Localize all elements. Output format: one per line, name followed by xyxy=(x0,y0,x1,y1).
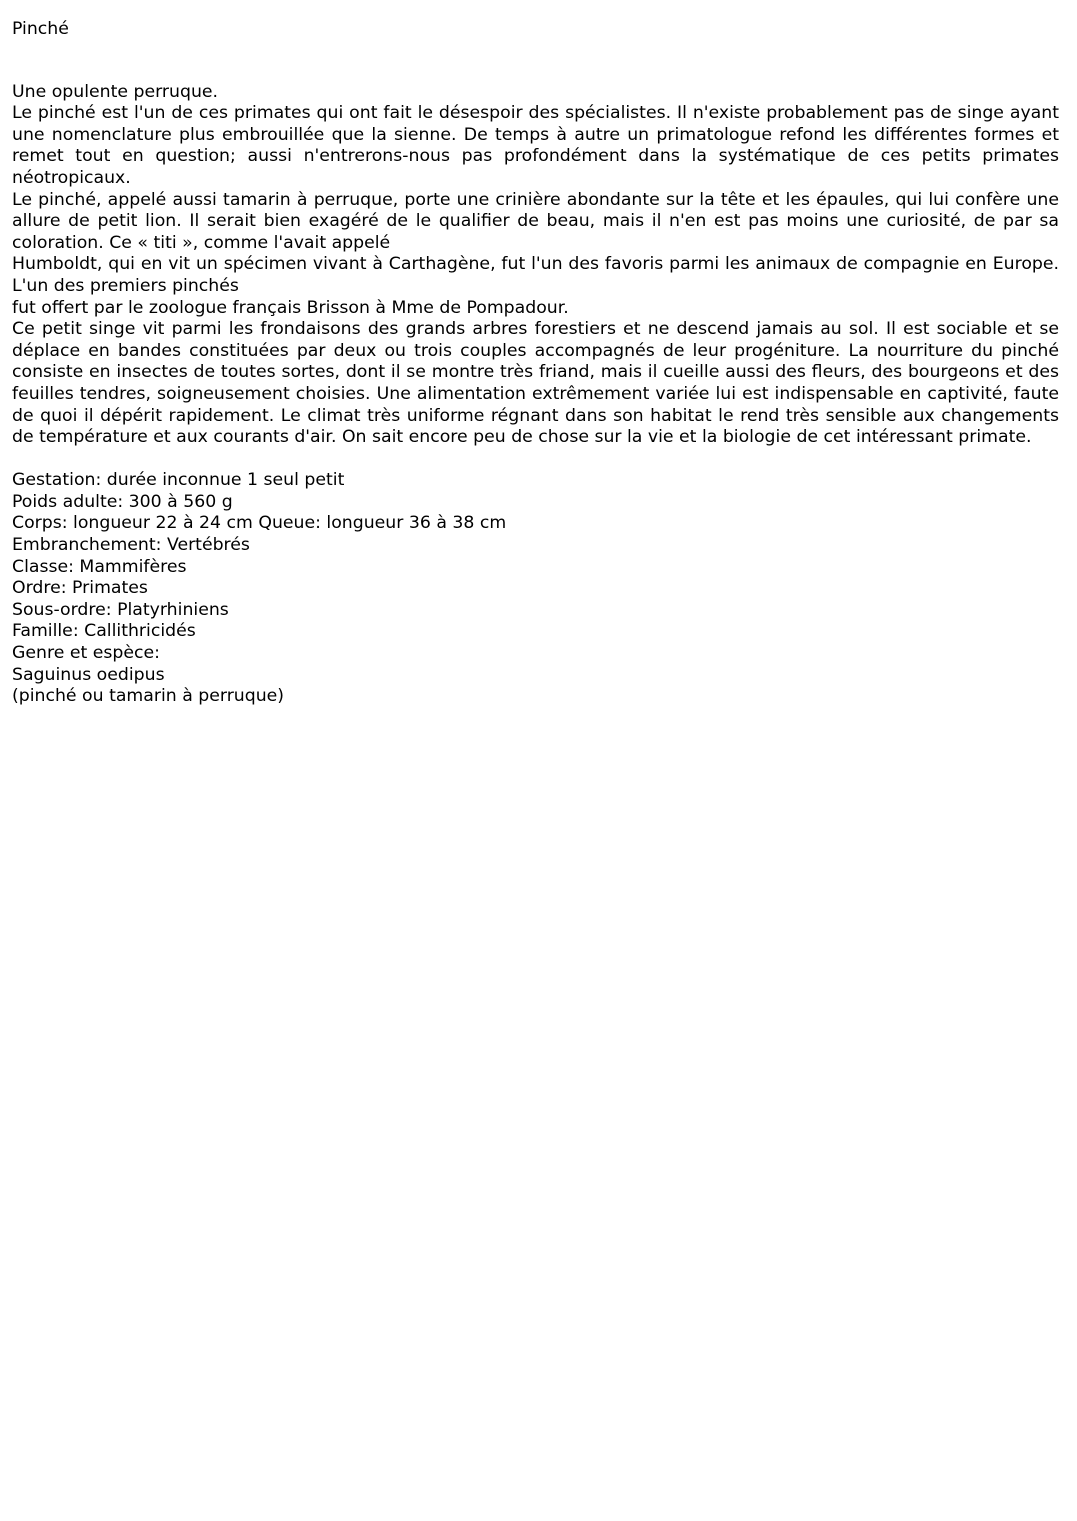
fact-phylum: Embranchement: Vertébrés xyxy=(12,535,250,556)
fact-species-name: Saguinus oedipus xyxy=(12,664,165,685)
paragraph-description: Le pinché, appelé aussi tamarin à perruque, porte une crinière abondante sur la tête et les épaules, qui lui confère une allure de petit lion. Il serait bien exagéré de le qualifier de beau, mais il n'en est pas moins une curiosité, de par sa coloration. Ce « titi », comme l'avait appelé xyxy=(12,189,1059,253)
fact-weight: Poids adulte: 300 à 560 g xyxy=(12,491,233,512)
fact-suborder: Sous-ordre: Platyrhiniens xyxy=(12,599,229,620)
fact-class: Classe: Mammifères xyxy=(12,556,187,577)
section-spacer xyxy=(12,449,1059,471)
paragraph-humboldt: Humboldt, qui en vit un spécimen vivant à Carthagène, fut l'un des favoris parmi les animaux de compagnie en Europe. L'un des premiers pinchés xyxy=(12,254,1059,296)
fact-gestation: Gestation: durée inconnue 1 seul petit xyxy=(12,470,345,491)
paragraph-brisson: fut offert par le zoologue français Brisson à Mme de Pompadour. xyxy=(12,297,569,318)
fact-family: Famille: Callithricidés xyxy=(12,621,196,642)
paragraph-nomenclature: Le pinché est l'un de ces primates qui ont fait le désespoir des spécialistes. Il n'existe probablement pas de singe ayant une nomenclature plus embrouillée que la sienne. De temps à autre un primatologue refond les différentes formes et remet tout en question; aussi n'entrerons-nous pas profondément dans la systématique de ces petits primates néotropicaux. xyxy=(12,103,1059,188)
fact-genus-label: Genre et espèce: xyxy=(12,643,160,664)
fact-order: Ordre: Primates xyxy=(12,578,148,599)
document-page xyxy=(12,19,1059,708)
fact-sheet xyxy=(12,470,1059,708)
document-body xyxy=(12,82,1059,449)
document-title: Pinché xyxy=(12,19,69,39)
document-subtitle: Une opulente perruque. xyxy=(12,81,219,102)
fact-common-name: (pinché ou tamarin à perruque) xyxy=(12,686,285,707)
paragraph-habitat: Ce petit singe vit parmi les frondaisons des grands arbres forestiers et ne descend jamais au sol. Il est sociable et se déplace en bandes constituées par deux ou trois couples accompagnés de leur progéniture. La nourriture du pinché consiste en insectes de toutes sortes, dont il se montre très friand, mais il cueille aussi des fleurs, des bourgeons et des feuilles tendres, soigneusement choisies. Une alimentation extrêmement variée lui est indispensable en captivité, faute de quoi il dépérit rapidement. Le climat très uniforme régnant dans son habitat le rend très sensible aux changements de température et aux courants d'air. On sait encore peu de chose sur la vie et la biologie de cet intéressant primate. xyxy=(12,319,1059,448)
fact-body-size: Corps: longueur 22 à 24 cm Queue: longueur 36 à 38 cm xyxy=(12,513,507,534)
